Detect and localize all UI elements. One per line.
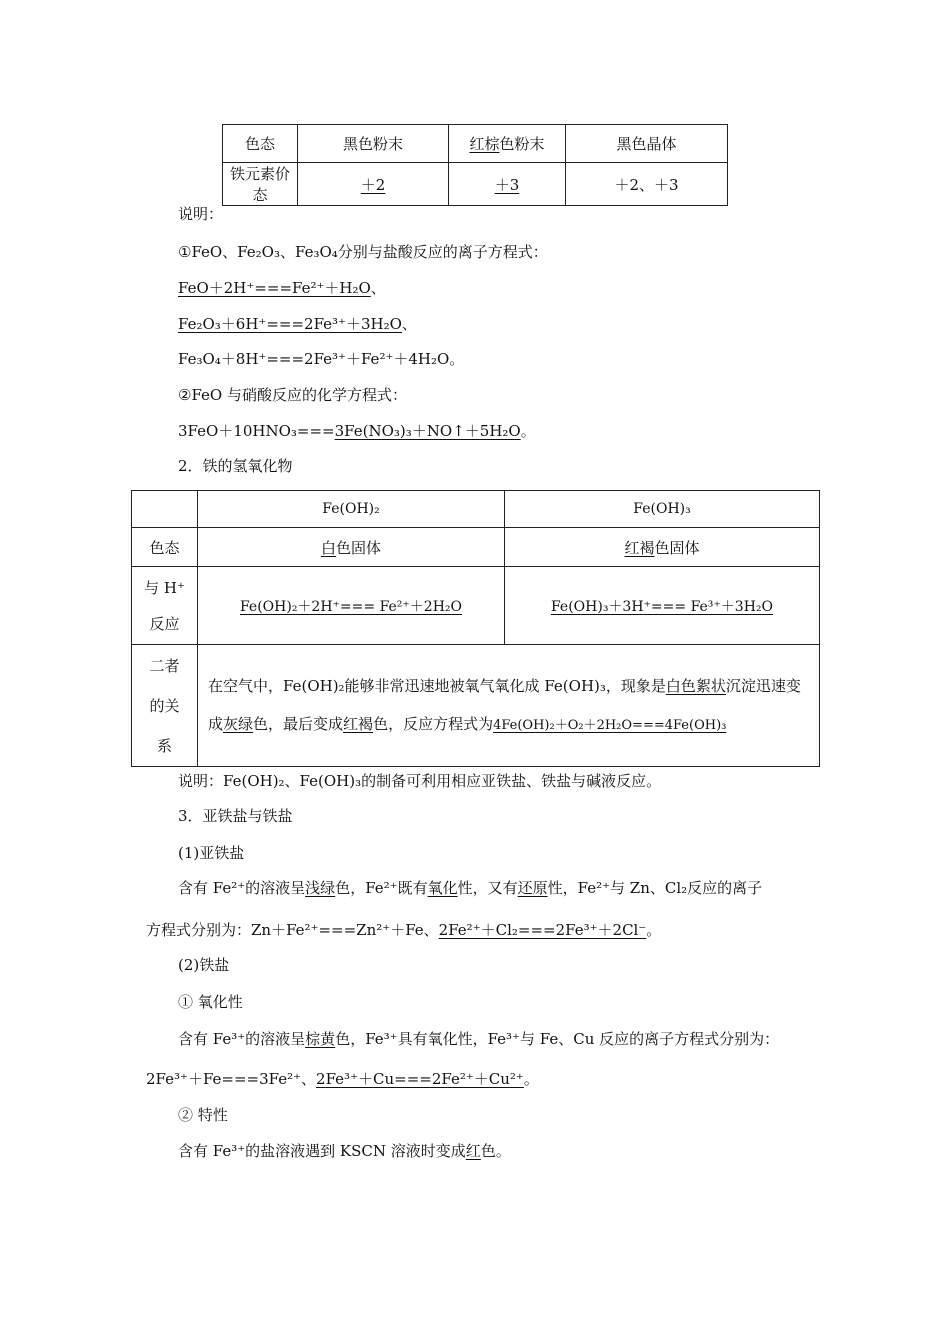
row-label: 反应	[149, 614, 180, 633]
text: 色。	[480, 1142, 511, 1160]
answer-blank: 白色絮状	[665, 676, 726, 695]
punct: 、	[370, 279, 386, 297]
text: 含有 Fe³⁺的溶液呈	[178, 1030, 306, 1048]
answer-blank: Fe(OH)₃＋3H⁺=== Fe³⁺＋3H₂O	[550, 598, 774, 615]
table-cell	[198, 567, 505, 645]
answer-blank: 红褐	[343, 714, 374, 733]
equation	[178, 421, 536, 441]
note-label: 说明：	[178, 205, 224, 223]
answer-blank: 2Fe³⁺＋Cu===2Fe²⁺＋Cu²⁺	[316, 1070, 524, 1088]
answer-blank: 棕黄	[305, 1030, 336, 1048]
row-label: 二者	[149, 656, 180, 675]
answer-blank: ＋3	[494, 175, 520, 194]
text: 性，Fe²⁺与 Zn、Cl₂反应的离子	[547, 879, 763, 897]
equation	[178, 278, 386, 298]
text: 。	[646, 921, 662, 939]
row-label: 的关	[149, 696, 180, 715]
section-heading: 3．亚铁盐与铁盐	[178, 807, 293, 825]
table-cell: 色态	[132, 528, 198, 567]
text: 含有 Fe²⁺的溶液呈	[178, 879, 306, 897]
punct: 。	[520, 422, 536, 440]
answer-blank: Fe₂O₃＋6H⁺===2Fe³⁺＋3H₂O	[178, 315, 402, 333]
text: 色，Fe³⁺具有氧化性，Fe³⁺与 Fe、Cu 反应的离子方程式分别为：	[335, 1030, 780, 1048]
table-cell	[198, 645, 820, 767]
table-cell: 色态	[223, 125, 298, 163]
answer-blank: Fe(OH)₂＋2H⁺=== Fe²⁺＋2H₂O	[239, 598, 463, 615]
punct: 、	[401, 315, 417, 333]
table-iron-oxides	[222, 124, 728, 206]
paragraph-line	[146, 1069, 539, 1089]
table-cell: 黑色粉末	[298, 125, 449, 163]
table-cell	[449, 125, 566, 163]
table-cell	[132, 491, 198, 528]
table-cell	[132, 645, 198, 767]
answer-blank: 氧化	[427, 879, 458, 897]
answer-blank: 2Fe²⁺＋Cl₂===2Fe³⁺＋2Cl⁻	[438, 921, 647, 939]
table-cell	[198, 528, 505, 567]
subsection-heading: ② 特性	[178, 1106, 228, 1124]
answer-blank: 红	[465, 1142, 481, 1160]
table-cell: ＋2、＋3	[566, 163, 728, 206]
row-label: 与 H⁺	[144, 578, 185, 597]
table-cell	[505, 567, 820, 645]
paragraph-line	[178, 878, 762, 898]
item-text: ②FeO 与硝酸反应的化学方程式：	[178, 386, 407, 404]
answer-blank: 白	[320, 538, 336, 557]
cell-text: 在空气中，Fe(OH)₂能够非常迅速地被氧气氧化成 Fe(OH)₃，现象是	[208, 676, 666, 695]
text: 含有 Fe³⁺的盐溶液遇到 KSCN 溶液时变成	[178, 1142, 466, 1160]
text: 2Fe³⁺＋Fe===3Fe²⁺、	[146, 1070, 317, 1088]
answer-blank: ＋2	[360, 175, 386, 194]
cell-text: 沉淀迅速变成	[208, 676, 801, 733]
table-iron-hydroxides	[131, 490, 820, 767]
answer-blank: 红褐	[624, 538, 655, 557]
paragraph-line	[178, 1141, 511, 1161]
subsection-heading: ① 氧化性	[178, 993, 243, 1011]
answer-blank: 还原	[517, 879, 548, 897]
note-text: 说明：Fe(OH)₂、Fe(OH)₃的制备可利用相应亚铁盐、铁盐与碱液反应。	[178, 772, 662, 790]
subsection-heading: (2)铁盐	[178, 956, 230, 974]
equation	[178, 314, 417, 334]
cell-text: 色，最后变成	[253, 714, 344, 733]
cell-text: 色，反应方程式为	[373, 714, 494, 733]
row-label: 系	[156, 736, 172, 755]
table-cell	[298, 163, 449, 206]
cell-text: 色固体	[654, 538, 700, 557]
answer-blank: FeO＋2H⁺===Fe²⁺＋H₂O	[178, 279, 371, 297]
answer-blank: 灰绿	[223, 714, 254, 733]
answer-blank: 4Fe(OH)₂＋O₂＋2H₂O===4Fe(OH)₃	[493, 717, 727, 733]
paragraph-line	[146, 920, 661, 940]
equation-part: 3FeO＋10HNO₃===	[178, 422, 335, 440]
table-cell	[132, 567, 198, 645]
text: 性，又有	[457, 879, 518, 897]
section-heading: 2．铁的氢氧化物	[178, 457, 293, 475]
table-cell: 铁元素价态	[223, 163, 298, 206]
table-cell: Fe(OH)₂	[198, 491, 505, 528]
text: 方程式分别为：Zn＋Fe²⁺===Zn²⁺＋Fe、	[146, 921, 439, 939]
table-cell	[449, 163, 566, 206]
table-cell	[505, 528, 820, 567]
equation: Fe₃O₄＋8H⁺===2Fe³⁺＋Fe²⁺＋4H₂O。	[178, 350, 465, 368]
cell-text: 色粉末	[499, 135, 545, 153]
answer-blank: 3Fe(NO₃)₃＋NO↑＋5H₂O	[334, 422, 521, 440]
answer-blank: 红棕	[469, 135, 500, 153]
text: 。	[523, 1070, 539, 1088]
paragraph-line	[178, 1029, 779, 1049]
cell-text: 色固体	[336, 538, 382, 557]
subsection-heading: (1)亚铁盐	[178, 844, 245, 862]
answer-blank: 浅绿	[305, 879, 336, 897]
item-text: ①FeO、Fe₂O₃、Fe₃O₄分别与盐酸反应的离子方程式：	[178, 243, 548, 261]
table-cell: 黑色晶体	[566, 125, 728, 163]
text: 色，Fe²⁺既有	[335, 879, 428, 897]
table-cell: Fe(OH)₃	[505, 491, 820, 528]
